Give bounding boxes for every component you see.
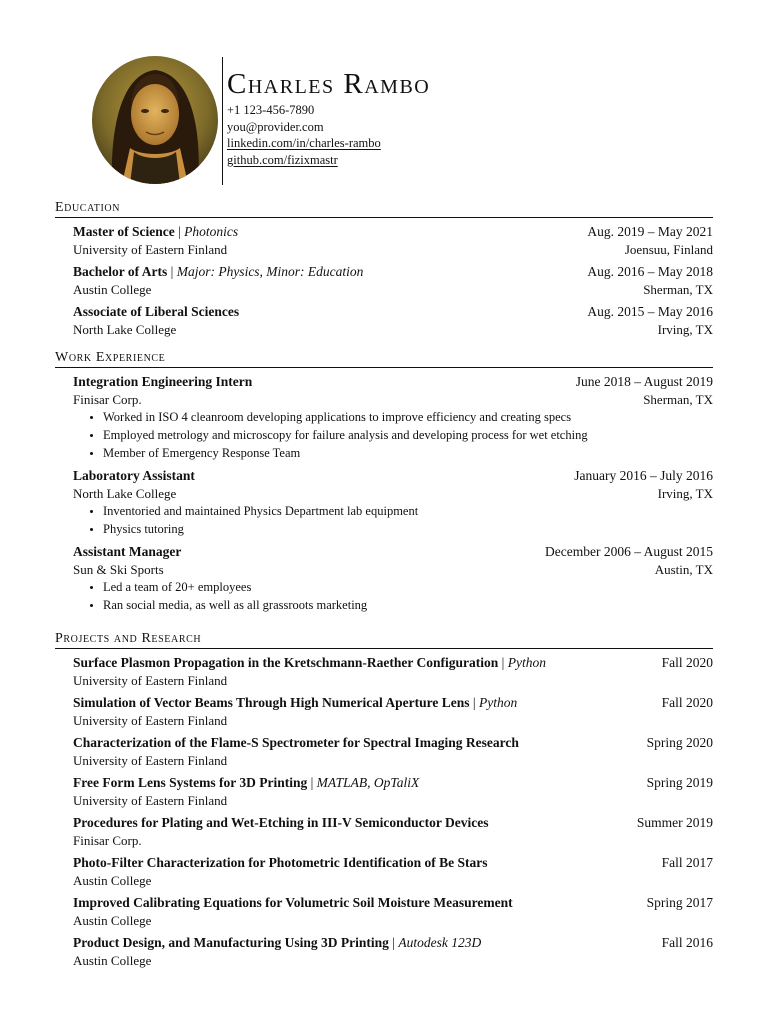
education-section (55, 200, 713, 338)
bullet-list (73, 408, 713, 462)
section-title: Work Experience (55, 350, 713, 368)
contact-block (227, 102, 430, 168)
project-date: Fall 2020 (661, 695, 713, 710)
project-name: Surface Plasmon Propagation in the Kretschmann-Raether Configuration (73, 655, 499, 670)
project-header-row (73, 774, 713, 792)
education-entry (73, 303, 713, 338)
bullet-item: • Employed metrology and microscopy for failure analysis and developing process for wet etching (103, 426, 713, 444)
project-name: Simulation of Vector Beams Through High Numerical Aperture Lens (73, 695, 470, 710)
employer-location: Sherman, TX (643, 391, 713, 407)
project-name: Improved Calibrating Equations for Volumetric Soil Moisture Measurement (73, 895, 513, 910)
role-date: December 2006 – August 2015 (545, 544, 713, 559)
bullet-item: • Member of Emergency Response Team (103, 444, 713, 462)
role-date: January 2016 – July 2016 (574, 468, 713, 483)
project-sub-row (73, 792, 713, 810)
bullet-item: • Ran social media, as well as all grassroots marketing (103, 596, 713, 614)
education-list (55, 223, 713, 338)
bullet-item: • Led a team of 20+ employees (103, 578, 713, 596)
employer-org: Finisar Corp. (73, 391, 142, 407)
degree-date: Aug. 2015 – May 2016 (587, 304, 713, 319)
project-org: Finisar Corp. (73, 832, 142, 848)
separator: | (498, 655, 508, 670)
school-location: Joensuu, Finland (624, 241, 713, 257)
project-entry (73, 854, 713, 889)
project-org: University of Eastern Finland (73, 792, 228, 808)
project-header-row (73, 654, 713, 672)
employer-sub-row (73, 391, 713, 409)
degree-name: Bachelor of Arts (73, 264, 168, 279)
project-name: Procedures for Plating and Wet-Etching in III-V Semiconductor Devices (73, 815, 489, 830)
degree-name: Associate of Liberal Sciences (73, 304, 240, 319)
employer-org: North Lake College (73, 485, 177, 501)
role-name: Assistant Manager (73, 544, 182, 559)
project-title (73, 894, 513, 912)
employer-sub-row (73, 561, 713, 579)
school-org: University of Eastern Finland (73, 241, 228, 257)
project-entry (73, 934, 713, 969)
project-header-row (73, 814, 713, 832)
project-entry (73, 894, 713, 929)
employer-location: Irving, TX (657, 485, 713, 501)
project-org: University of Eastern Finland (73, 752, 228, 768)
school-sub-row (73, 321, 713, 339)
phone-number: +1 123-456-7890 (227, 103, 315, 117)
project-name: Photo-Filter Characterization for Photometric Identification of Be Stars (73, 855, 488, 870)
degree-date: Aug. 2019 – May 2021 (587, 224, 713, 239)
section-title: Education (55, 200, 713, 218)
project-title (73, 694, 517, 712)
project-sub-row (73, 752, 713, 770)
school-location: Irving, TX (657, 321, 713, 337)
bullet-item: • Worked in ISO 4 cleanroom developing applications to improve efficiency and creating specs (103, 408, 713, 426)
role-name: Laboratory Assistant (73, 468, 195, 483)
project-sub-row (73, 832, 713, 850)
degree-detail: Photonics (184, 224, 239, 239)
project-title (73, 814, 489, 832)
project-header-row (73, 694, 713, 712)
project-org: University of Eastern Finland (73, 672, 228, 688)
separator: | (469, 695, 479, 710)
project-entry (73, 734, 713, 769)
project-header-row (73, 854, 713, 872)
school-sub-row (73, 241, 713, 259)
project-detail: MATLAB, OpTaliX (316, 775, 420, 790)
degree-title (73, 303, 239, 321)
github-link[interactable]: github.com/fizixmastr (227, 152, 338, 167)
role-name: Integration Engineering Intern (73, 374, 253, 389)
project-sub-row (73, 712, 713, 730)
project-date: Fall 2017 (661, 855, 713, 870)
project-sub-row (73, 912, 713, 930)
project-title (73, 774, 419, 792)
employer-org: Sun & Ski Sports (73, 561, 164, 577)
project-date: Spring 2019 (646, 775, 713, 790)
degree-title (73, 223, 238, 241)
project-org: Austin College (73, 872, 152, 888)
work-list (55, 373, 713, 614)
education-entry (73, 263, 713, 298)
project-org: Austin College (73, 912, 152, 928)
role-header-row (73, 373, 713, 391)
degree-header-row (73, 303, 713, 321)
separator: | (388, 935, 399, 950)
project-sub-row (73, 952, 713, 970)
work-entry (73, 467, 713, 538)
project-entry (73, 814, 713, 849)
role-date: June 2018 – August 2019 (575, 374, 713, 389)
bullet-list (73, 502, 713, 538)
candidate-name: Charles Rambo (227, 68, 431, 100)
work-entry (73, 373, 713, 462)
project-title (73, 734, 519, 752)
projects-list (55, 654, 713, 969)
project-entry (73, 694, 713, 729)
portrait-image (92, 56, 218, 184)
employer-sub-row (73, 485, 713, 503)
bullet-item: • Inventoried and maintained Physics Department lab equipment (103, 502, 713, 520)
project-title (73, 654, 546, 672)
separator: | (167, 264, 177, 279)
project-org: Austin College (73, 952, 152, 968)
project-entry (73, 774, 713, 809)
profile-photo (92, 56, 218, 184)
project-name: Product Design, and Manufacturing Using 3D Printing (73, 935, 389, 950)
project-sub-row (73, 672, 713, 690)
degree-date: Aug. 2016 – May 2018 (587, 264, 713, 279)
project-date: Summer 2019 (636, 815, 713, 830)
project-date: Fall 2020 (661, 655, 713, 670)
degree-header-row (73, 263, 713, 281)
degree-name: Master of Science (73, 224, 175, 239)
project-header-row (73, 934, 713, 952)
project-detail: Python (478, 695, 518, 710)
employer-location: Austin, TX (654, 561, 713, 577)
project-org: University of Eastern Finland (73, 712, 228, 728)
project-name: Characterization of the Flame-S Spectrometer for Spectral Imaging Research (73, 735, 519, 750)
school-org: Austin College (73, 281, 152, 297)
degree-header-row (73, 223, 713, 241)
project-title (73, 934, 481, 952)
project-header-row (73, 734, 713, 752)
work-section (55, 350, 713, 614)
section-title: Projects and Research (55, 631, 713, 649)
separator: | (174, 224, 185, 239)
role-title (73, 543, 181, 561)
separator: | (307, 775, 317, 790)
bullet-item: • Physics tutoring (103, 520, 713, 538)
school-sub-row (73, 281, 713, 299)
role-title (73, 467, 195, 485)
project-sub-row (73, 872, 713, 890)
role-header-row (73, 543, 713, 561)
education-entry (73, 223, 713, 258)
degree-title (73, 263, 363, 281)
work-entry (73, 543, 713, 614)
project-date: Spring 2020 (646, 735, 713, 750)
email-address[interactable]: you@provider.com (227, 119, 324, 134)
project-date: Fall 2016 (661, 935, 713, 950)
header-info (227, 66, 430, 168)
header-divider (222, 57, 223, 185)
role-title (73, 373, 252, 391)
project-header-row (73, 894, 713, 912)
projects-section (55, 631, 713, 969)
school-org: North Lake College (73, 321, 177, 337)
linkedin-link[interactable]: linkedin.com/in/charles-rambo (227, 136, 381, 150)
project-detail: Python (507, 655, 546, 670)
project-title (73, 854, 488, 872)
bullet-list (73, 578, 713, 614)
school-location: Sherman, TX (643, 281, 713, 297)
role-header-row (73, 467, 713, 485)
project-entry (73, 654, 713, 689)
degree-detail: Major: Physics, Minor: Education (176, 264, 364, 279)
project-date: Spring 2017 (646, 895, 713, 910)
project-name: Free Form Lens Systems for 3D Printing (73, 775, 308, 790)
project-detail: Autodesk 123D (398, 935, 482, 950)
